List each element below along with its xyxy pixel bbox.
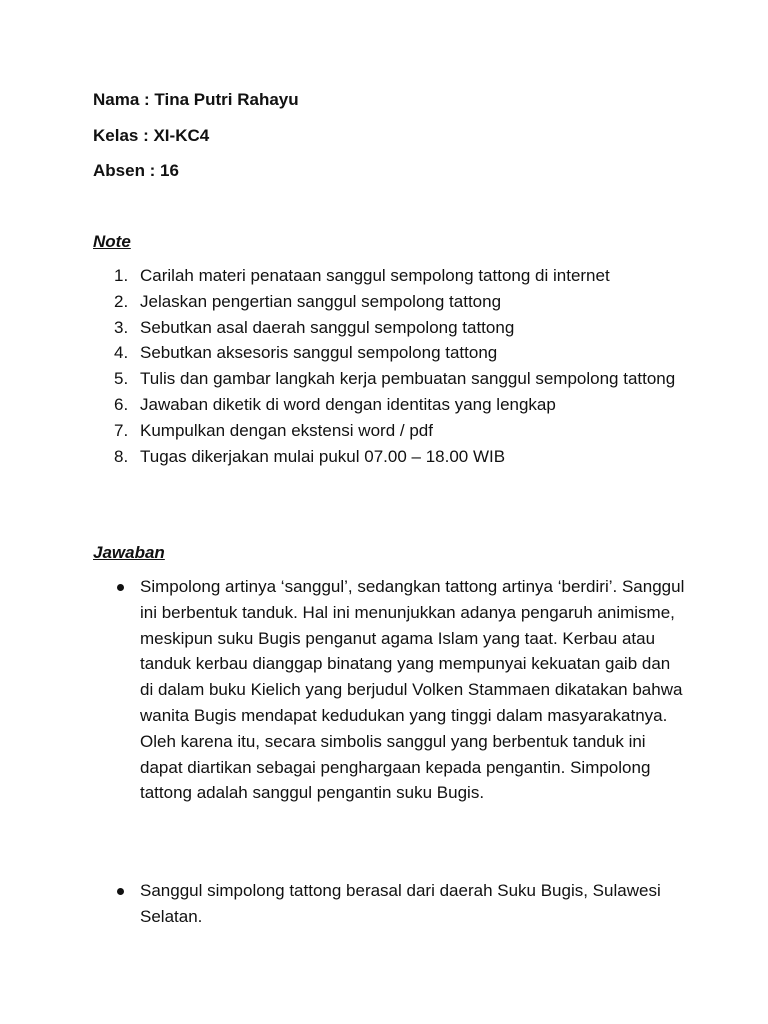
- note-item-text: Kumpulkan dengan ekstensi word / pdf: [140, 420, 433, 440]
- list-number: 2.: [114, 291, 129, 311]
- list-number: 3.: [114, 317, 129, 337]
- note-list: [0, 263, 768, 469]
- note-item-text: Tulis dan gambar langkah kerja pembuatan sanggul sempolong tattong: [140, 369, 676, 389]
- note-item-text: Carilah materi penataan sanggul sempolong tattong di internet: [140, 266, 610, 285]
- list-number: 6.: [114, 394, 129, 414]
- student-absence-number: Absen : 16: [93, 161, 179, 180]
- student-class: Kelas : XI-KC4: [93, 126, 210, 145]
- note-list-item: [0, 263, 768, 289]
- jawaban-item-text: Simpolong artinya ‘sanggul’, sedangkan tattong artinya ‘berdiri’. Sanggul ini berbentuk tanduk. Hal ini menunjukkan adanya pengaruh animisme, meskipun suku Bugis penganut agama Islam yang taat. Kerbau atau tanduk kerbau dianggap binatang yang mempunyai kekuatan gaib dan di dalam buku Kielich yang berjudul Volken Stammaen dikatakan bahwa wanita Bugis mendapat kedudukan yang tinggi dalam masyarakatnya. Oleh karena itu, secara simbolis sanggul yang berbentuk tanduk ini dapat diartikan sebagai penghargaan kepada pengantin. Simpolong tattong adalah sanggul pengantin suku Bugis.: [140, 577, 685, 803]
- list-number: 7.: [114, 420, 129, 440]
- note-item-text: Sebutkan asal daerah sanggul sempolong tattong: [140, 317, 515, 337]
- note-list-item: [0, 366, 768, 392]
- note-list-item: [0, 315, 768, 341]
- note-list-item: [0, 340, 768, 366]
- jawaban-bullet-item: [0, 574, 768, 806]
- bullet-icon: [117, 584, 124, 591]
- list-number: 5.: [114, 369, 129, 389]
- note-heading: Note: [93, 232, 131, 251]
- note-list-item: [0, 392, 768, 418]
- jawaban-bullet-item: [0, 878, 768, 930]
- note-list-item: [0, 444, 768, 470]
- bullet-icon: [117, 888, 124, 895]
- jawaban-item-text: Sanggul simpolong tattong berasal dari daerah Suku Bugis, Sulawesi Selatan.: [140, 881, 661, 926]
- jawaban-heading: Jawaban: [93, 543, 165, 562]
- note-item-text: Sebutkan aksesoris sanggul sempolong tattong: [140, 343, 498, 363]
- student-name: Nama : Tina Putri Rahayu: [93, 90, 299, 109]
- note-item-text: Jawaban diketik di word dengan identitas yang lengkap: [140, 394, 556, 414]
- note-item-text: Jelaskan pengertian sanggul sempolong tattong: [140, 291, 502, 311]
- note-item-text: Tugas dikerjakan mulai pukul 07.00 – 18.00 WIB: [140, 446, 506, 466]
- list-number: 8.: [114, 446, 129, 466]
- note-list-item: [0, 418, 768, 444]
- list-number: 1.: [114, 266, 129, 285]
- list-number: 4.: [114, 343, 129, 363]
- note-list-item: [0, 289, 768, 315]
